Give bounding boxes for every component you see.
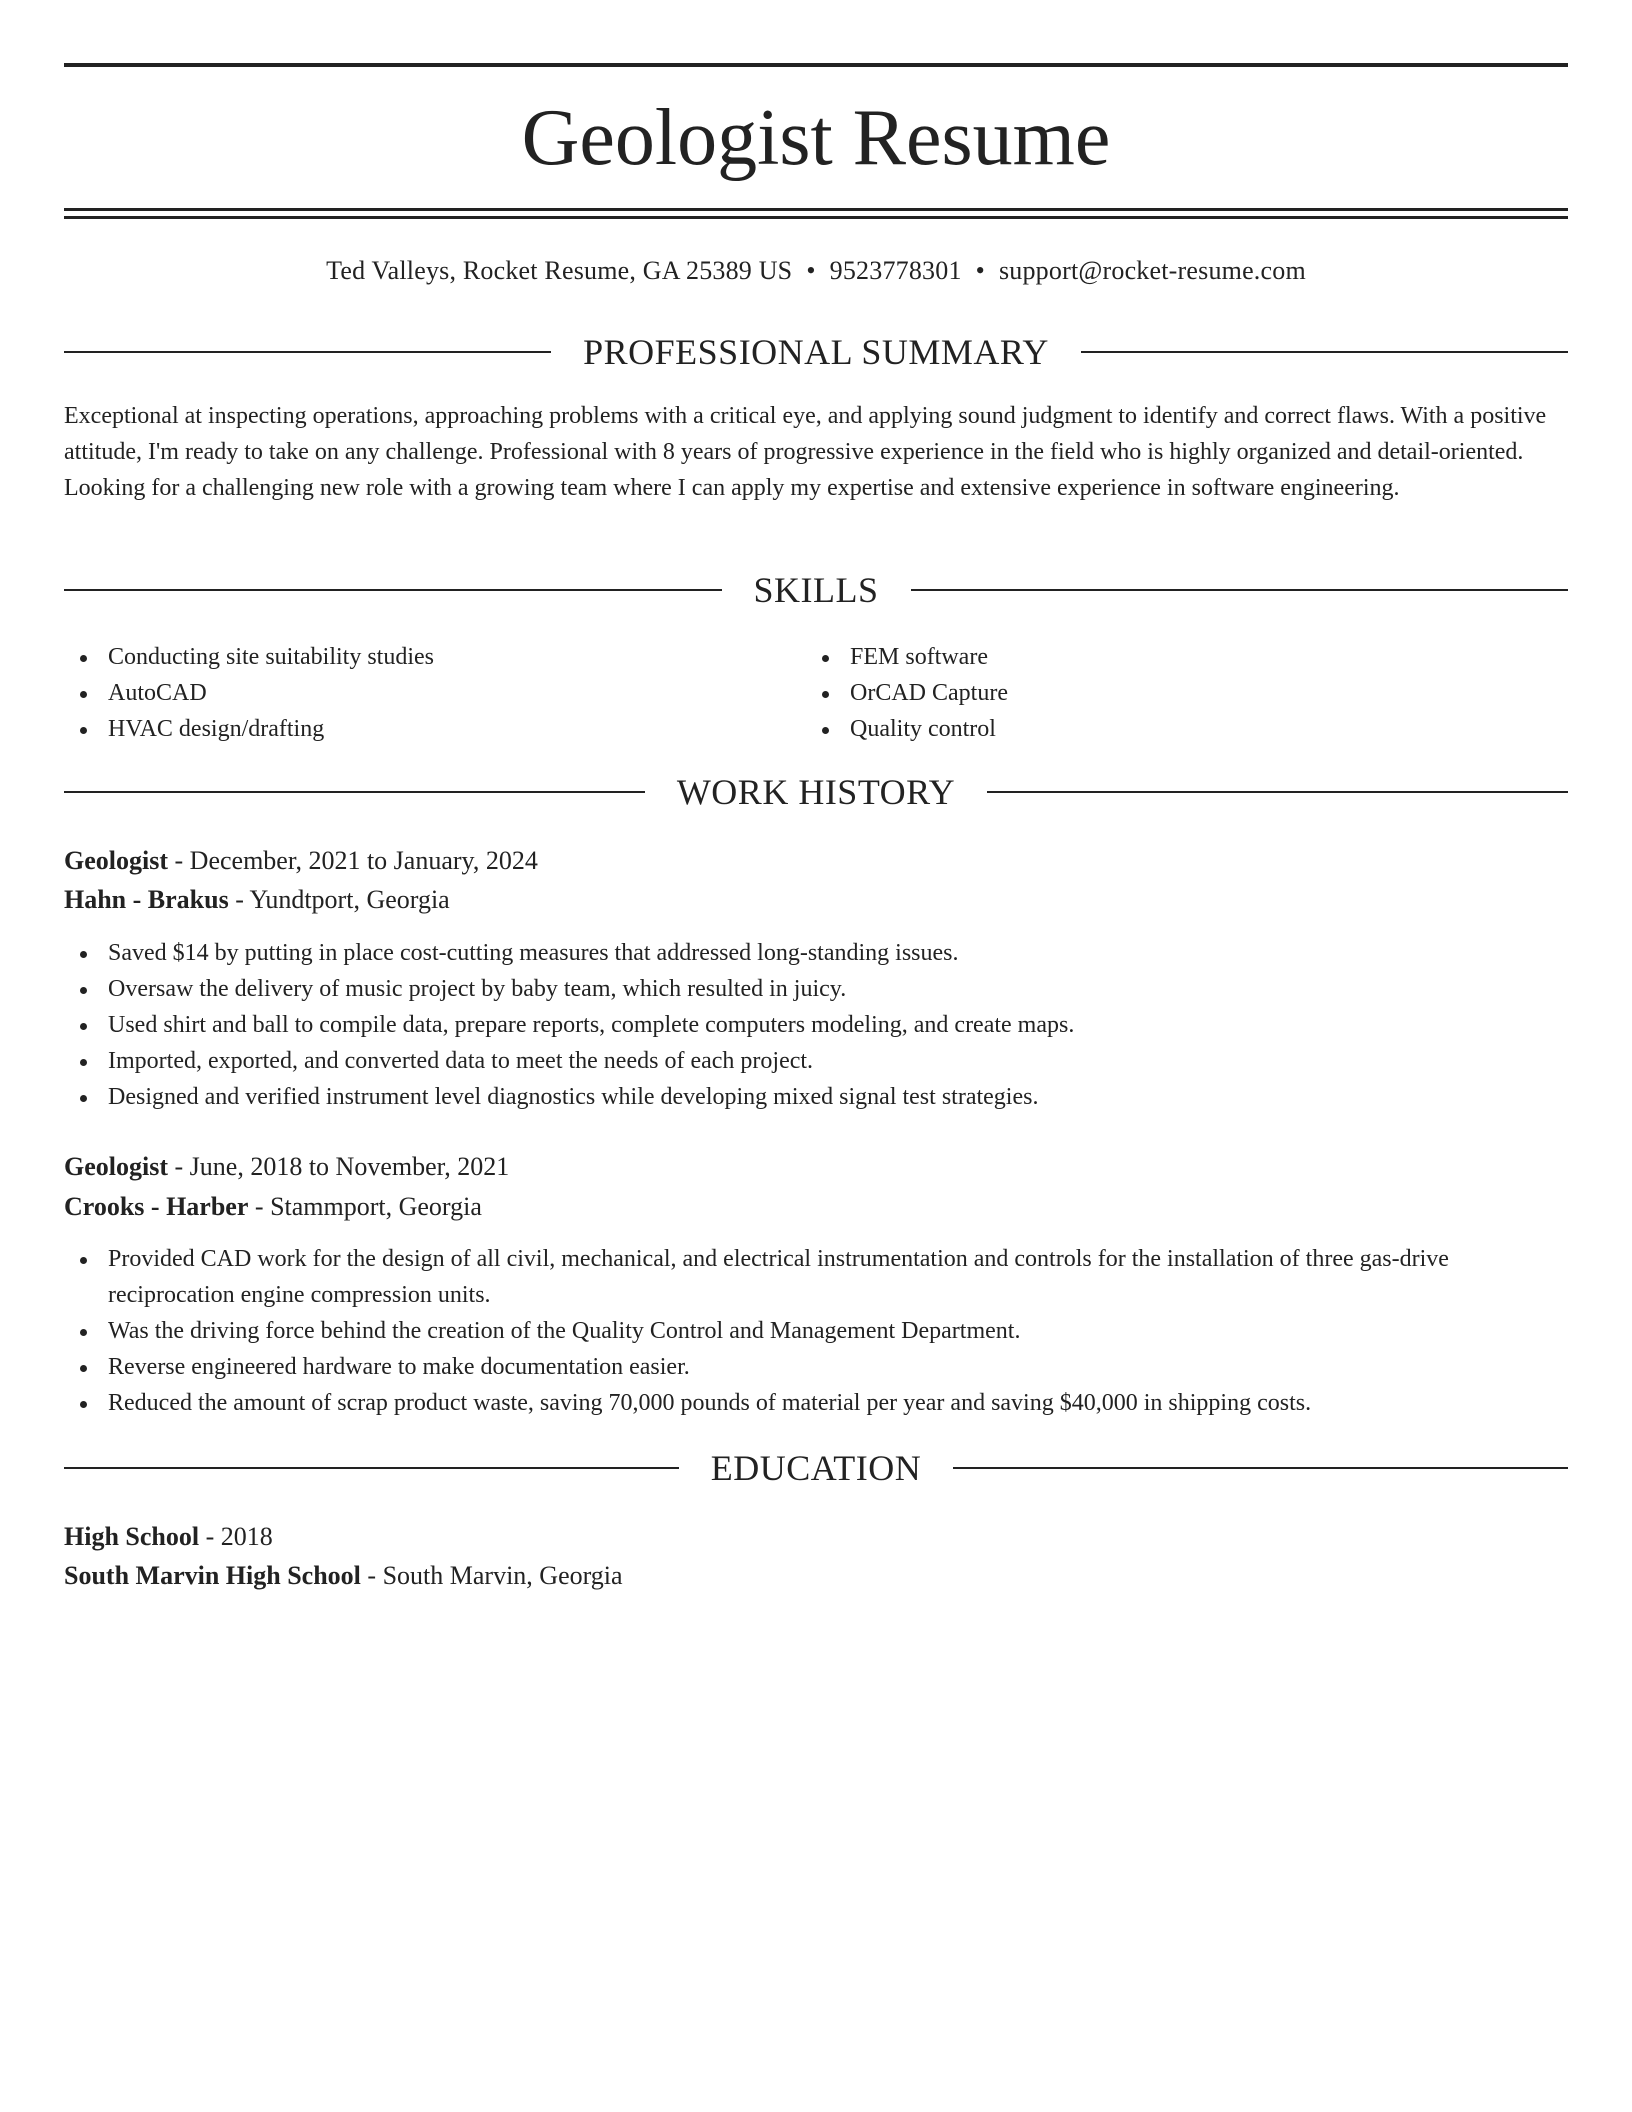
skills-heading-label: SKILLS (753, 570, 879, 610)
work-heading-label: WORK HISTORY (676, 772, 956, 812)
education-degree: High School (64, 1522, 200, 1551)
skill-item: AutoCAD (64, 675, 804, 711)
heading-rule (953, 1467, 1568, 1469)
heading-rule (1081, 351, 1568, 353)
job-bullet: Reverse engineered hardware to make documentation easier. (64, 1349, 1524, 1385)
job-title-line (64, 1149, 1568, 1185)
skill-item: OrCAD Capture (806, 675, 1546, 711)
heading-rule (987, 791, 1568, 793)
job-bullet: Provided CAD work for the design of all civil, mechanical, and electrical instrumentation and controls for the installation of three gas-drive reciprocation engine compression units. (64, 1241, 1524, 1313)
dash: - (199, 1522, 221, 1551)
skill-item: HVAC design/drafting (64, 711, 804, 747)
work-heading (64, 770, 1568, 814)
contact-separator: • (806, 256, 816, 285)
skills-heading (64, 568, 1568, 612)
job-location: Yundtport, Georgia (249, 885, 450, 914)
summary-text: Exceptional at inspecting operations, approaching problems with a critical eye, and applying sound judgment to identify and correct flaws. With a positive attitude, I'm ready to take on any challenge. Professional with 8 years of progressive experience in the field who is highly organized and detail-oriented. Looking for a challenging new role with a growing team where I can apply my expertise and extensive experience in software engineering. (64, 403, 1547, 501)
contact-separator: • (975, 256, 985, 285)
skill-item: Quality control (806, 711, 1546, 747)
job-company-line (64, 882, 1568, 918)
contact-line (64, 254, 1568, 288)
dash: - (360, 1561, 383, 1590)
job-title: Geologist (64, 846, 168, 875)
education-heading (64, 1446, 1568, 1490)
contact-phone: 9523778301 (829, 256, 962, 285)
job-company-line (64, 1189, 1568, 1225)
contact-email: support@rocket-resume.com (998, 256, 1306, 285)
header-bottom-rule (64, 208, 1568, 211)
heading-rule (64, 589, 722, 591)
skills-list-right (806, 639, 1546, 747)
job-bullets (64, 935, 1524, 1115)
header-bottom-rule-2 (64, 216, 1568, 219)
skills-list-left (64, 639, 804, 747)
job-bullet: Saved $14 by putting in place cost-cutting measures that addressed long-standing issues. (64, 935, 1524, 971)
job-bullet: Reduced the amount of scrap product waste, saving 70,000 pounds of material per year and saving $40,000 in shipping costs. (64, 1385, 1524, 1421)
summary-heading-label: PROFESSIONAL SUMMARY (583, 332, 1049, 372)
job-bullet: Imported, exported, and converted data to meet the needs of each project. (64, 1043, 1524, 1079)
job-bullet: Was the driving force behind the creation of the Quality Control and Management Department. (64, 1313, 1524, 1349)
heading-rule (64, 1467, 679, 1469)
education-degree-line (64, 1519, 1568, 1555)
education-school: South Marvin High School (64, 1561, 361, 1590)
skill-item: Conducting site suitability studies (64, 639, 804, 675)
job-bullet: Designed and verified instrument level diagnostics while developing mixed signal test strategies. (64, 1079, 1524, 1115)
job-company: Hahn - Brakus (64, 885, 229, 914)
education-heading-label: EDUCATION (710, 1448, 922, 1488)
contact-address: Ted Valleys, Rocket Resume, GA 25389 US (326, 256, 793, 285)
education-location: South Marvin, Georgia (382, 1561, 623, 1590)
dash: - (248, 1192, 271, 1221)
dash: - (168, 846, 190, 875)
job-dates: December, 2021 to January, 2024 (189, 846, 538, 875)
job-title: Geologist (64, 1152, 168, 1181)
education-year: 2018 (220, 1522, 273, 1551)
job-bullets (64, 1241, 1524, 1421)
header-top-rule (64, 63, 1568, 67)
dash: - (168, 1152, 190, 1181)
heading-rule (64, 791, 645, 793)
summary-heading (64, 330, 1568, 374)
job-bullet: Used shirt and ball to compile data, prepare reports, complete computers modeling, and create maps. (64, 1007, 1524, 1043)
job-title-line (64, 843, 1568, 879)
heading-rule (64, 351, 551, 353)
job-company: Crooks - Harber (64, 1192, 249, 1221)
job-bullet: Oversaw the delivery of music project by baby team, which resulted in juicy. (64, 971, 1524, 1007)
heading-rule (911, 589, 1569, 591)
dash: - (228, 885, 250, 914)
skill-item: FEM software (806, 639, 1546, 675)
education-school-line (64, 1558, 1568, 1594)
page-title: Geologist Resume (521, 94, 1111, 182)
job-location: Stammport, Georgia (270, 1192, 482, 1221)
job-dates: June, 2018 to November, 2021 (189, 1152, 510, 1181)
